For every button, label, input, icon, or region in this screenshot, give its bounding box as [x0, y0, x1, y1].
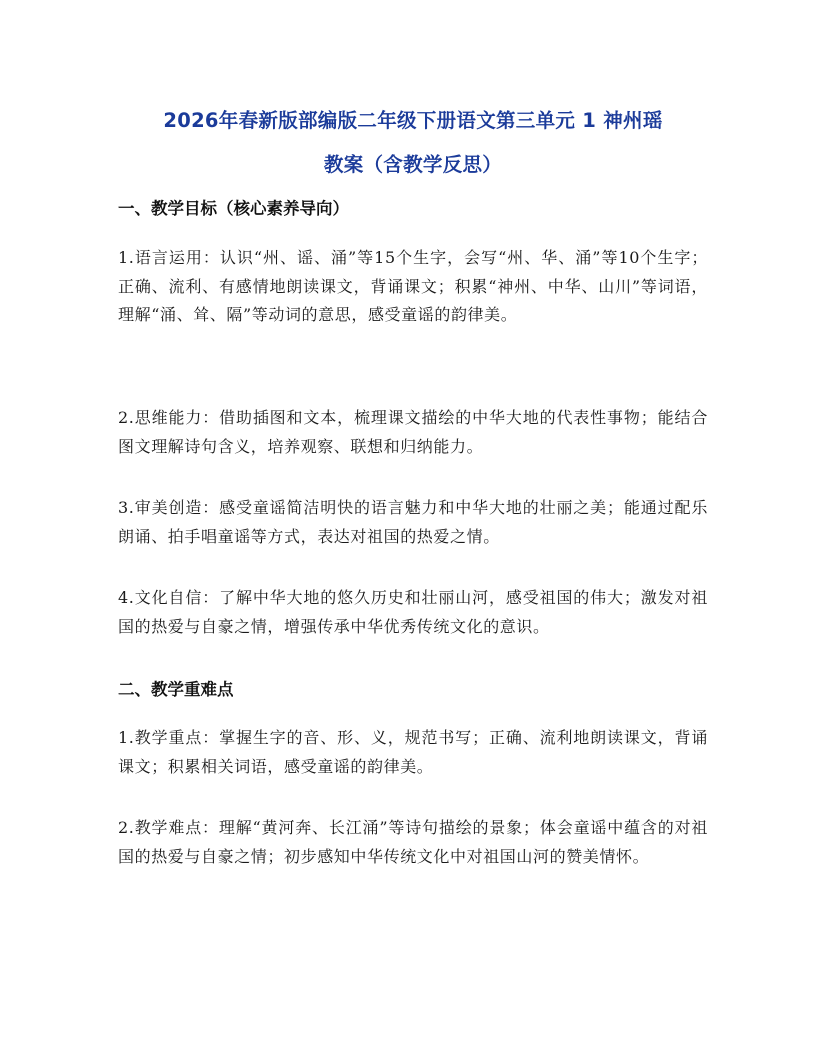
document-page [118, 100, 708, 866]
section-heading-teaching-goals: 一、教学目标（核心素养导向） [118, 199, 349, 218]
goal-paragraph-aesthetic: 3.审美创造：感受童谣简洁明快的语言魅力和中华大地的壮丽之美；能通过配乐朗诵、拍手唱童谣等方式，表达对祖国的热爱之情。 [118, 498, 708, 546]
section-heading-key-points: 二、教学重难点 [118, 680, 234, 699]
key-point-paragraph-difficulty: 2.教学难点：理解“黄河奔、长江涌”等诗句描绘的景象；体会童谣中蕴含的对祖国的热爱与自豪之情；初步感知中华传统文化中对祖国山河的赞美情怀。 [118, 818, 708, 866]
title-line-2: 教案（含教学反思） [323, 153, 503, 176]
document-title [118, 100, 708, 186]
goal-paragraph-language: 1.语言运用：认识“州、谣、涌”等15个生字，会写“州、华、涌”等10个生字；正确、流利、有感情地朗读课文，背诵课文；积累“神州、中华、山川”等词语，理解“涌、耸、隔”等动词的意思，感受童谣的韵律美。 [118, 248, 708, 324]
goal-paragraph-thinking: 2.思维能力：借助插图和文本，梳理课文描绘的中华大地的代表性事物；能结合图文理解诗句含义，培养观察、联想和归纳能力。 [118, 408, 708, 456]
goal-paragraph-culture: 4.文化自信：了解中华大地的悠久历史和壮丽山河，感受祖国的伟大；激发对祖国的热爱与自豪之情，增强传承中华优秀传统文化的意识。 [118, 588, 708, 636]
title-line-1: 2026年春新版部编版二年级下册语文第三单元 1 神州瑶 [163, 109, 663, 132]
key-point-paragraph-focus: 1.教学重点：掌握生字的音、形、义，规范书写；正确、流利地朗读课文，背诵课文；积累相关词语，感受童谣的韵律美。 [118, 728, 708, 776]
